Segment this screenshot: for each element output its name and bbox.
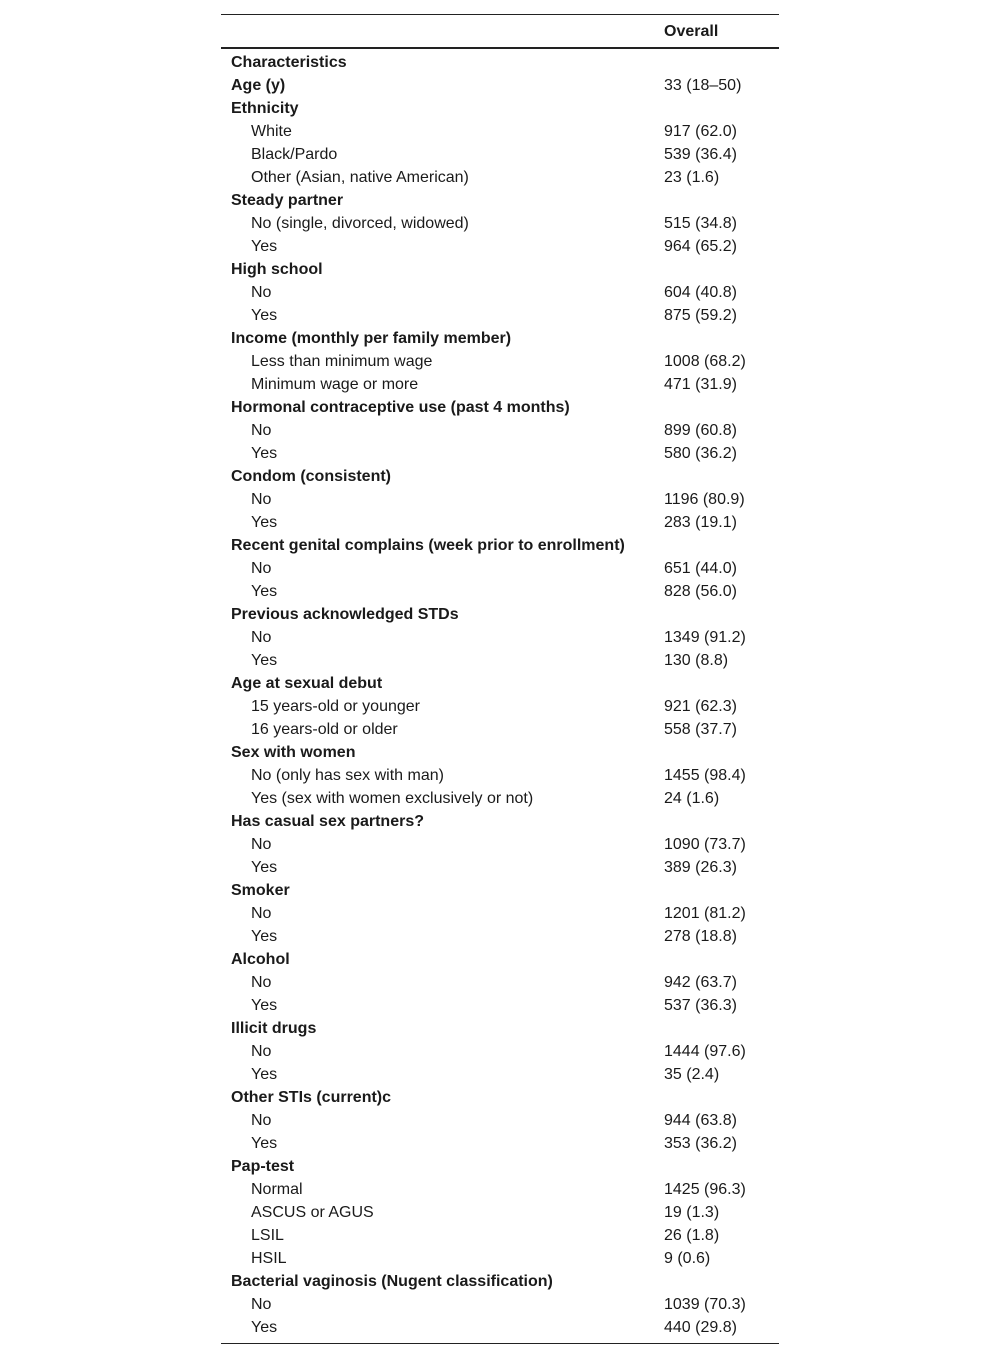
row-value: 19 (1.3) xyxy=(664,1204,720,1221)
row-label: No xyxy=(251,836,272,853)
row-label: Income (monthly per family member) xyxy=(231,330,512,347)
row-label: Yes xyxy=(251,652,278,669)
table-row xyxy=(221,1040,779,1063)
row-value: 539 (36.4) xyxy=(664,146,737,163)
table-row xyxy=(221,120,779,143)
row-label: Yes xyxy=(251,514,278,531)
row-label: Sex with women xyxy=(231,744,356,761)
row-label: Yes xyxy=(251,1066,278,1083)
row-value: 278 (18.8) xyxy=(664,928,737,945)
row-label: Normal xyxy=(251,1181,303,1198)
row-label: Illicit drugs xyxy=(231,1020,317,1037)
table-section-row xyxy=(221,879,779,902)
row-label: High school xyxy=(231,261,323,278)
table-row xyxy=(221,787,779,810)
row-label: Alcohol xyxy=(231,951,290,968)
table-row xyxy=(221,304,779,327)
row-label: White xyxy=(251,123,292,140)
row-value: 26 (1.8) xyxy=(664,1227,720,1244)
row-value: 604 (40.8) xyxy=(664,284,737,301)
row-label: Previous acknowledged STDs xyxy=(231,606,459,623)
table-row xyxy=(221,373,779,396)
table-row xyxy=(221,1201,779,1224)
row-label: Less than minimum wage xyxy=(251,353,433,370)
table-section-row xyxy=(221,1270,779,1293)
row-value: 1196 (80.9) xyxy=(664,491,745,508)
row-label: No xyxy=(251,1296,272,1313)
row-label: Minimum wage or more xyxy=(251,376,419,393)
row-value: 537 (36.3) xyxy=(664,997,737,1014)
table-section-row xyxy=(221,810,779,833)
table-row xyxy=(221,580,779,603)
row-value: 440 (29.8) xyxy=(664,1319,737,1336)
row-value: 1455 (98.4) xyxy=(664,767,746,784)
row-label: No xyxy=(251,284,272,301)
row-label: Age at sexual debut xyxy=(231,675,383,692)
row-value: 580 (36.2) xyxy=(664,445,737,462)
table-row xyxy=(221,1178,779,1201)
table-row xyxy=(221,557,779,580)
row-label: Yes xyxy=(251,1135,278,1152)
row-label: No xyxy=(251,560,272,577)
row-label: Other (Asian, native American) xyxy=(251,169,469,186)
row-value: 24 (1.6) xyxy=(664,790,720,807)
row-value: 964 (65.2) xyxy=(664,238,737,255)
table-row xyxy=(221,281,779,304)
table-row xyxy=(221,442,779,465)
row-label: LSIL xyxy=(251,1227,284,1244)
table-row xyxy=(221,419,779,442)
table-section-row xyxy=(221,258,779,281)
row-label: Has casual sex partners? xyxy=(231,813,424,830)
row-value: 33 (18–50) xyxy=(664,77,742,94)
row-label: No xyxy=(251,1112,272,1129)
row-label: Yes xyxy=(251,997,278,1014)
row-label: No xyxy=(251,974,272,991)
row-value: 1201 (81.2) xyxy=(664,905,746,922)
row-label: Bacterial vaginosis (Nugent classification) xyxy=(231,1273,553,1290)
row-value: 9 (0.6) xyxy=(664,1250,711,1267)
table-row xyxy=(221,902,779,925)
row-label: Yes xyxy=(251,238,278,255)
row-label: Yes xyxy=(251,1319,278,1336)
row-value: 921 (62.3) xyxy=(664,698,737,715)
table-row xyxy=(221,718,779,741)
table-section-row xyxy=(221,534,779,557)
table-row xyxy=(221,143,779,166)
table-row xyxy=(221,1293,779,1316)
table-row xyxy=(221,1132,779,1155)
table-section-row xyxy=(221,97,779,120)
row-value: 1008 (68.2) xyxy=(664,353,746,370)
row-label: 15 years-old or younger xyxy=(251,698,420,715)
row-label: No xyxy=(251,422,272,439)
row-label: Yes xyxy=(251,445,278,462)
row-value: 353 (36.2) xyxy=(664,1135,737,1152)
table-section-row xyxy=(221,74,779,97)
table-section-row xyxy=(221,741,779,764)
table-section-row xyxy=(221,465,779,488)
row-label: Yes xyxy=(251,859,278,876)
row-value: 471 (31.9) xyxy=(664,376,737,393)
row-label: Yes xyxy=(251,307,278,324)
table-section-row xyxy=(221,51,779,74)
table-section-row xyxy=(221,189,779,212)
table-section-row xyxy=(221,396,779,419)
row-value: 23 (1.6) xyxy=(664,169,720,186)
table-row xyxy=(221,488,779,511)
row-label: Pap-test xyxy=(231,1158,295,1175)
row-label: No xyxy=(251,629,272,646)
table-section-row xyxy=(221,327,779,350)
row-value: 1444 (97.6) xyxy=(664,1043,746,1060)
table-row xyxy=(221,925,779,948)
row-value: 651 (44.0) xyxy=(664,560,737,577)
table-row xyxy=(221,212,779,235)
column-header-overall: Overall xyxy=(664,23,719,40)
row-label: Age (y) xyxy=(231,77,286,94)
table-row xyxy=(221,695,779,718)
table-section-row xyxy=(221,1017,779,1040)
table-row xyxy=(221,1247,779,1270)
row-label: Yes xyxy=(251,928,278,945)
table-row xyxy=(221,1224,779,1247)
row-value: 944 (63.8) xyxy=(664,1112,737,1129)
row-value: 875 (59.2) xyxy=(664,307,737,324)
row-value: 558 (37.7) xyxy=(664,721,737,738)
table-row xyxy=(221,1316,779,1339)
row-value: 1090 (73.7) xyxy=(664,836,746,853)
table-row xyxy=(221,833,779,856)
table-row xyxy=(221,649,779,672)
table-body xyxy=(221,49,779,1343)
table-row xyxy=(221,856,779,879)
row-label: Smoker xyxy=(231,882,290,899)
table-row xyxy=(221,511,779,534)
row-value: 35 (2.4) xyxy=(664,1066,720,1083)
row-label: HSIL xyxy=(251,1250,287,1267)
row-label: ASCUS or AGUS xyxy=(251,1204,374,1221)
table-header-row xyxy=(221,15,779,47)
row-label: 16 years-old or older xyxy=(251,721,398,738)
row-label: No (single, divorced, widowed) xyxy=(251,215,469,232)
row-label: Characteristics xyxy=(231,54,347,71)
row-value: 899 (60.8) xyxy=(664,422,737,439)
table-row xyxy=(221,235,779,258)
row-value: 1425 (96.3) xyxy=(664,1181,746,1198)
row-value: 917 (62.0) xyxy=(664,123,737,140)
row-label: Recent genital complains (week prior to enrollment) xyxy=(231,537,625,554)
table-row xyxy=(221,350,779,373)
table-section-row xyxy=(221,672,779,695)
table-section-row xyxy=(221,948,779,971)
table-row xyxy=(221,764,779,787)
characteristics-table xyxy=(221,14,779,1344)
table-row xyxy=(221,1109,779,1132)
row-label: No xyxy=(251,491,272,508)
row-label: Condom (consistent) xyxy=(231,468,391,485)
table-row xyxy=(221,166,779,189)
table-section-row xyxy=(221,1086,779,1109)
table-row xyxy=(221,971,779,994)
row-value: 283 (19.1) xyxy=(664,514,737,531)
table-bottom-rule xyxy=(221,1343,779,1344)
row-value: 1349 (91.2) xyxy=(664,629,746,646)
row-value: 389 (26.3) xyxy=(664,859,737,876)
row-label: Steady partner xyxy=(231,192,344,209)
row-label: Ethnicity xyxy=(231,100,299,117)
row-label: No (only has sex with man) xyxy=(251,767,444,784)
row-label: Other STIs (current)c xyxy=(231,1089,392,1106)
row-value: 130 (8.8) xyxy=(664,652,729,669)
row-label: No xyxy=(251,1043,272,1060)
table-row xyxy=(221,626,779,649)
row-label: Yes (sex with women exclusively or not) xyxy=(251,790,534,807)
table-section-row xyxy=(221,1155,779,1178)
row-label: Yes xyxy=(251,583,278,600)
table-row xyxy=(221,994,779,1017)
row-label: Hormonal contraceptive use (past 4 months) xyxy=(231,399,570,416)
table-section-row xyxy=(221,603,779,626)
row-label: No xyxy=(251,905,272,922)
row-label: Black/Pardo xyxy=(251,146,338,163)
table-row xyxy=(221,1063,779,1086)
row-value: 515 (34.8) xyxy=(664,215,737,232)
row-value: 942 (63.7) xyxy=(664,974,737,991)
row-value: 1039 (70.3) xyxy=(664,1296,746,1313)
row-value: 828 (56.0) xyxy=(664,583,737,600)
